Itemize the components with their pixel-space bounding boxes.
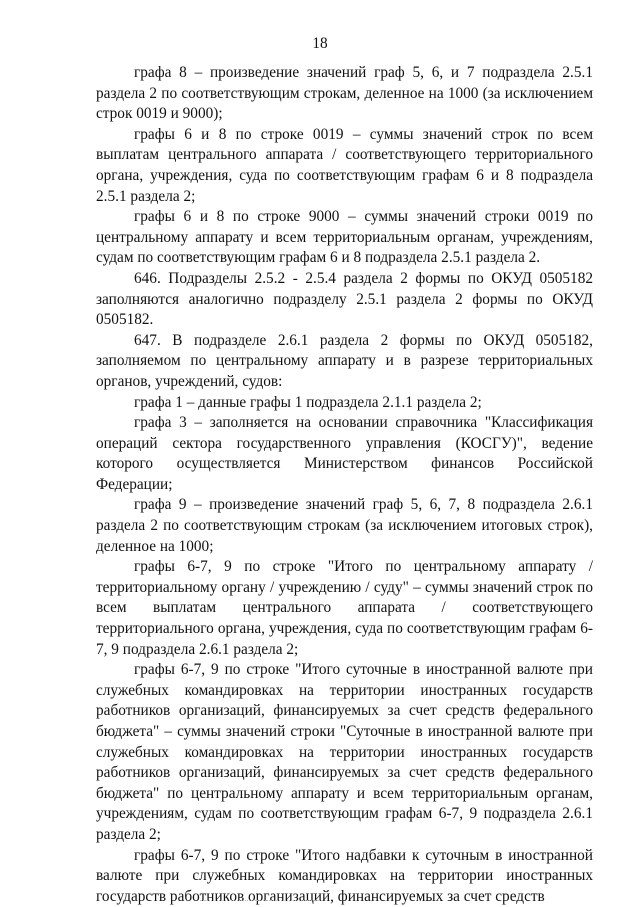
paragraph-grafa-9: графа 9 – произведение значений граф 5, 6, 7, 8 подраздела 2.6.1 раздела 2 по соответствующим строкам (за исключением итоговых строк), деленное на 1000; bbox=[96, 496, 593, 555]
page-number: 18 bbox=[312, 35, 328, 52]
paragraph-grafy-6-8-stroka-9000: графы 6 и 8 по строке 9000 – суммы значений строки 0019 по центральному аппарату и всем территориальным органам, учреждениям, судам по соответствующим графам 6 и 8 подраздела 2.5.1 раздела 2. bbox=[96, 208, 593, 267]
paragraph-grafy-6-7-9-itogo-nadbavki: графы 6-7, 9 по строке "Итого надбавки к суточным в иностранной валюте при служебных командировках на территории иностранных государств работников организаций, финансируемых за счет средств bbox=[96, 846, 593, 905]
paragraph-grafy-6-8-stroka-0019: графы 6 и 8 по строке 0019 – суммы значений строк по всем выплатам центрального аппарата / соответствующего территориального органа, учреждения, суда по соответствующим графам 6 и 8 подраздела 2.5.1 раздела 2; bbox=[96, 125, 593, 205]
paragraph-item-647: 647. В подразделе 2.6.1 раздела 2 формы по ОКУД 0505182, заполняемом по центральному аппарату и в разрезе территориальных органов, учреждений, судов: bbox=[96, 331, 593, 390]
scan-artifact-divider bbox=[200, 900, 320, 903]
paragraph-grafa-3: графа 3 – заполняется на основании справочника "Классификация операций сектора государственного управления (КОСГУ)", ведение которого осуществляется Министерством финансов Российской Федерации; bbox=[96, 414, 593, 493]
paragraph-item-646: 646. Подразделы 2.5.2 - 2.5.4 раздела 2 формы по ОКУД 0505182 заполняются аналогично подразделу 2.5.1 раздела 2 формы по ОКУД 0505182. bbox=[96, 269, 593, 329]
paragraph-grafa-1: графа 1 – данные графы 1 подраздела 2.1.1 раздела 2; bbox=[134, 393, 482, 411]
paragraph-grafa-8: графа 8 – произведение значений граф 5, 6, и 7 подраздела 2.5.1 раздела 2 по соответствующим строкам, деленное на 1000 (за исключением строк 0019 и 9000); bbox=[96, 64, 593, 123]
paragraph-grafy-6-7-9-itogo-sutochnye: графы 6-7, 9 по строке "Итого суточные в иностранной валюте при служебных командировках на территории иностранных государств работников организаций, финансируемых за счет средств федерального бюджета" – суммы значений строки "Суточные в иностранной валюте при служебных командировках на территории иностранных государств работников организаций, финансируемых за счет средств федерального бюджета" по центральному аппарату и всем территориальным органам, учреждениям, судам по соответствующим графам 6-7, 9 подраздела 2.6.1 раздела 2; bbox=[96, 661, 593, 843]
page-content bbox=[96, 63, 593, 907]
paragraph-grafy-6-7-9-itogo-apparat: графы 6-7, 9 по строке "Итого по центральному аппарату / территориальному органу / учреждению / суду" – суммы значений строк по всем выплатам центрального аппарата / соответствующего территориального органа, учреждения, суда по соответствующим графам 6-7, 9 подраздела 2.6.1 раздела 2; bbox=[96, 558, 593, 658]
